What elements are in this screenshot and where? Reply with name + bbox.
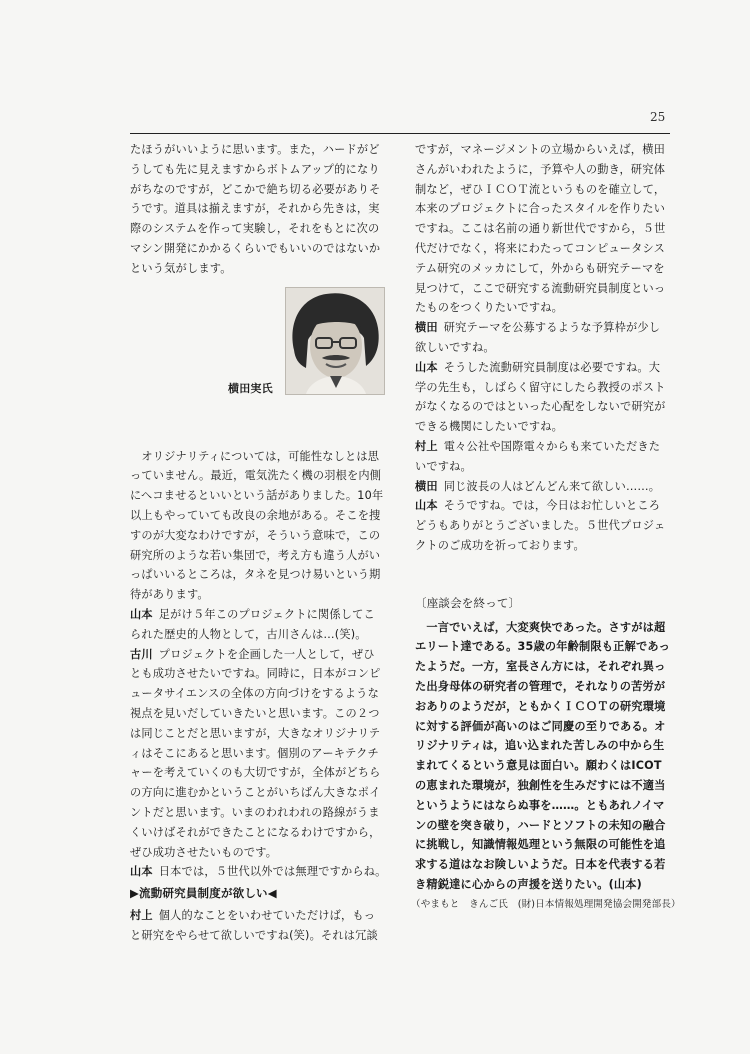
text-line: にへコませるといいという話がありました。10年 [130, 489, 384, 503]
text-line: の恵まれた環境が，独創性を生みだすには不適当 [415, 778, 666, 792]
text-line: という気がします。 [130, 261, 232, 275]
dialogue-murakami [130, 906, 400, 946]
text-line: られた歴史的人物として，古川さんは…(笑)。 [130, 627, 367, 641]
text-line: エリート達である。35歳の年齢制限も正解であっ [415, 640, 670, 654]
text-line: き精鋭達に心からの声援を送りたい。(山本) [415, 877, 642, 891]
dialogue-yokota [415, 477, 675, 497]
speech-text: 足がけ５年このプロジェクトに関係してこ [158, 607, 375, 621]
text-line: たものをつくりたいですね。 [415, 301, 564, 315]
speech-text: 日本では，５世代以外では無理ですからね。 [158, 865, 387, 879]
speech-text: プロジェクトを企画した一人として，ぜひ [158, 647, 375, 661]
text-line: がちなのですが，どこかで絶ち切る必要がありそ [130, 182, 381, 196]
text-line: 本来のプロジェクトに合ったスタイルを作りたい [415, 202, 666, 216]
text-line: うです。道具は揃えますが，それから先きは，実 [130, 202, 380, 216]
text-line: 以上もやっていても改良の余地がある。そこを捜 [130, 508, 381, 522]
text-line: た出身母体の研究者の管理で，それなりの苦労が [415, 679, 666, 693]
speaker-name: 山本 [415, 360, 438, 374]
text-line: 研究所のような若い集団で，考え方も違う人がい [130, 548, 381, 562]
text-line: くいけばそれができたことになるわけですから， [130, 825, 381, 839]
text-line: 待があります。 [130, 588, 209, 602]
page-number: 25 [650, 110, 666, 124]
portrait-illustration [286, 288, 384, 394]
speaker-name: 山本 [130, 607, 153, 621]
text-line: おありのようだが，ともかくＩＣＯＴの研究環境 [415, 699, 666, 713]
text-line: ぜひ成功させたいものです。 [130, 845, 278, 859]
speech-text: 同じ波長の人はどんどん来て欲しい……。 [443, 479, 661, 493]
text-line: 一言でいえば，大変爽快であった。さすがは超 [415, 620, 666, 634]
closing-heading: 〔座談会を終って〕 [415, 595, 521, 610]
text-line: テム研究のメッカにして，外からも研究テーマを [415, 261, 665, 275]
dialogue-yamamoto [130, 605, 400, 645]
right-column [411, 140, 681, 914]
text-line: たほうがいいように思います。また，ハードがど [130, 143, 380, 156]
text-line: とも成功させたいですね。同時に，日本がコンピ [130, 667, 381, 681]
text-line: に対する評価が高いのはご同慶の至りである。オ [415, 719, 666, 733]
speech-text: 研究テーマを公募するような予算枠が少し [443, 321, 661, 335]
section-spacer [415, 556, 675, 594]
speech-text: 電々公社や国際電々からも来ていただきた [443, 439, 661, 453]
header-rule [130, 133, 670, 134]
text-line: うしても先に見えますからボトムアップ的になり [130, 162, 380, 176]
portrait-caption: 横田実氏 [228, 381, 273, 395]
text-line: と研究をやらせて欲しいですね(笑)。それは冗談 [130, 928, 378, 942]
text-line: っていません。最近，電気洗たく機の羽根を内側 [130, 469, 382, 483]
text-line: に挑戦し，知識情報処理という無限の可能性を追 [415, 838, 666, 852]
section-subheading: ▶流動研究員制度が欲しい◀ [130, 886, 277, 901]
text-line: さんがいわれたように，予算や人の動き，研究体 [415, 162, 666, 176]
text-line: ャーを考えていくのも大切ですが，全体がどちら [130, 766, 381, 780]
text-line: ンの壁を突き破り，ハードとソフトの未知の融合 [415, 818, 666, 832]
dialogue-furukawa [130, 645, 400, 863]
intro-paragraph [130, 140, 400, 279]
body-paragraph [130, 447, 400, 605]
text-line: というようにはならぬ事を……。ともあれノイマ [415, 798, 665, 812]
text-line: 代だけでなく，将来にわたってコンピュータシス [415, 241, 665, 255]
left-column [130, 140, 400, 946]
speaker-name: 村上 [130, 908, 153, 922]
text-line: いですね。 [415, 459, 472, 473]
text-line: マシン開発にかかるくらいでもいいのではないか [130, 241, 381, 255]
text-line: 際のシステムを作って実験し，それをもとに次の [130, 222, 380, 236]
text-line: 欲しいですね。 [415, 340, 495, 354]
speaker-name: 山本 [130, 865, 153, 879]
speech-text: 個人的なことをいわせていただけば，もっ [158, 908, 376, 922]
speech-text: そうした流動研究員制度は必要ですね。大 [443, 360, 661, 374]
closing-paragraph [415, 618, 675, 895]
text-line: 視点を見いだしていきたいと思います。この２つ [130, 706, 380, 720]
author-attribution: （やまもと きんご氏 (財)日本情報処理開発協会開発部長） [411, 898, 681, 910]
dialogue-yamamoto [415, 358, 675, 437]
dialogue-yokota [415, 318, 675, 358]
text-line: できる機関にしたいですね。 [415, 420, 564, 434]
text-line: 求する道はなお険しいようだ。日本を代表する若 [415, 858, 666, 872]
text-line: 見つけて，ここで研究する流動研究員制度といっ [415, 281, 666, 295]
text-line: は同じことだと思いますが，大きなオリジナリテ [130, 726, 381, 740]
text-line: ィはそこにあると思います。個別のアーキテクチ [130, 746, 379, 760]
speaker-name: 山本 [415, 499, 438, 513]
text-line: ュータサイエンスの全体の方向づけをするような [130, 687, 379, 701]
text-line: 制など，ぜひＩＣＯＴ流というものを確立して， [415, 182, 666, 196]
text-line: すのが大変なわけですが，そういう意味で，この [130, 528, 381, 542]
intro-paragraph [415, 140, 675, 318]
portrait-block [130, 287, 400, 447]
speaker-name: 村上 [415, 439, 438, 453]
text-line: がなくなるのではといった心配をしないで研究が [415, 400, 666, 414]
speaker-name: 横田 [415, 321, 438, 335]
text-line: リジナリティは，追い込まれた苦しみの中から生 [415, 739, 665, 753]
portrait-photo [285, 287, 385, 395]
text-line: ですね。ここは名前の通り新世代ですから，５世 [415, 222, 666, 236]
text-line: どうもありがとうございました。５世代プロジェ [415, 519, 666, 533]
speaker-name: 横田 [415, 479, 438, 493]
text-line: たようだ。一方，室長さん方には，それぞれ異っ [415, 660, 666, 674]
text-line: オリジナリティについては，可能性なしとは思 [130, 449, 380, 463]
speech-text: そうですね。では，今日はお忙しいところ [443, 499, 661, 513]
text-line: 学の先生も，しばらく留守にしたら教授のポスト [415, 380, 666, 394]
dialogue-yamamoto [415, 496, 675, 555]
text-line: クトのご成功を祈っております。 [415, 538, 585, 552]
text-line: っぱいいるところは，タネを見つけ易いという期 [130, 568, 381, 582]
text-line: まれてくるという意見は面白い。願わくはICOT [415, 759, 662, 773]
text-line: ですが，マネージメントの立場からいえば，横田 [415, 143, 665, 156]
dialogue-murakami [415, 437, 675, 477]
text-line: ントだと思います。いまのわれわれの路線がうま [130, 805, 380, 819]
dialogue-yamamoto [130, 862, 400, 882]
speaker-name: 古川 [130, 647, 153, 661]
text-line: の方向に進むかということがいちばん大きなポイ [130, 786, 381, 800]
